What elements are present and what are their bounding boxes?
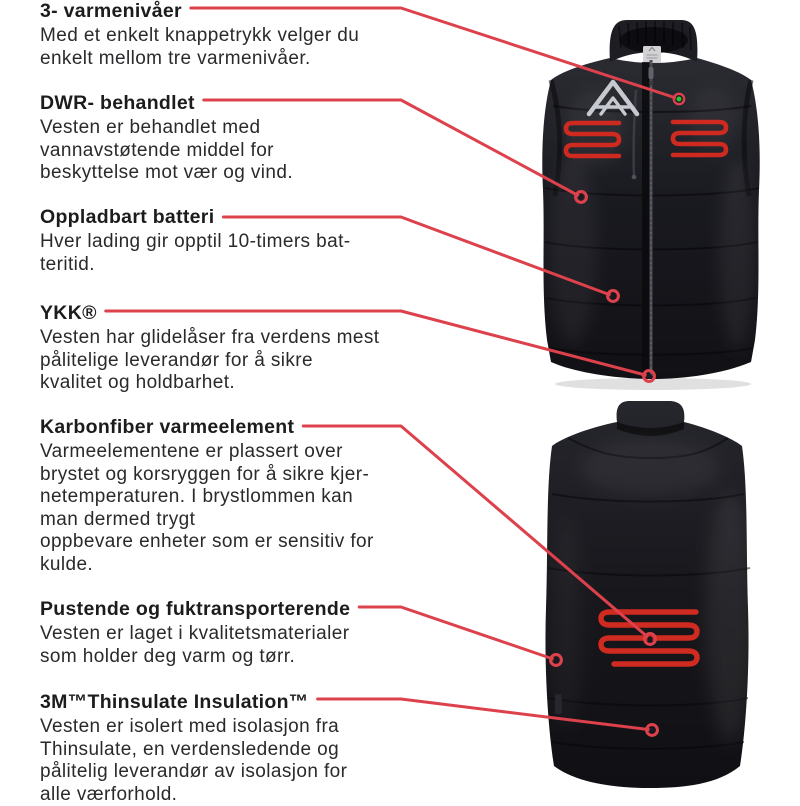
feature-text-line: teritid. — [40, 254, 470, 277]
feature-block-battery — [40, 206, 470, 276]
feature-title: Oppladbart batteri — [40, 206, 214, 229]
feature-title: 3- varmenivåer — [40, 0, 182, 23]
front-ground-shadow — [555, 378, 751, 390]
feature-text-line: Varmeelementene er plassert over — [40, 441, 470, 464]
feature-text-line: Hver lading gir opptil 10-timers bat- — [40, 231, 470, 254]
feature-text-line: alle værforhold. — [40, 784, 470, 806]
feature-body — [40, 231, 470, 276]
feature-title: DWR- behandlet — [40, 92, 195, 115]
feature-body — [40, 441, 470, 576]
feature-body — [40, 623, 470, 668]
feature-text-line: enkelt mellom tre varmenivåer. — [40, 48, 470, 71]
feature-text-line: Vesten er behandlet med — [40, 117, 470, 140]
feature-block-dwr — [40, 92, 470, 185]
front-zipper — [646, 60, 654, 376]
feature-text-line: Vesten er laget i kvalitetsmaterialer — [40, 623, 470, 646]
feature-text-line: pålitelig leverandør av isolasjon for — [40, 761, 470, 784]
zipper-pull — [649, 67, 654, 79]
feature-text-line: kvalitet og holdbarhet. — [40, 372, 470, 395]
feature-text-line: netemperaturen. I brystlommen kan — [40, 486, 470, 509]
feature-text-line: Vesten har glidelåser fra verdens mest — [40, 327, 470, 350]
feature-block-thinsulate — [40, 691, 470, 806]
feature-body — [40, 25, 470, 70]
feature-text-line: brystet og korsryggen for å sikre kjer- — [40, 464, 470, 487]
feature-block-carbon-heating — [40, 416, 470, 576]
feature-text-line: beskyttelse mot vær og vind. — [40, 162, 470, 185]
feature-body — [40, 117, 470, 185]
back-side-tag — [555, 694, 562, 714]
chest-pocket-pull — [632, 175, 637, 180]
feature-text-line: som holder deg varm og tørr. — [40, 646, 470, 669]
feature-block-heat-levels — [40, 0, 470, 70]
feature-text-line: kulde. — [40, 554, 470, 577]
vest-front-image — [533, 10, 773, 390]
feature-block-breathable — [40, 598, 470, 668]
vest-back-image — [538, 398, 766, 794]
feature-title: YKK® — [40, 302, 97, 325]
feature-text-line: oppbevare enheter som er sensitiv for — [40, 531, 470, 554]
feature-text-line: vannavstøtende middel for — [40, 140, 470, 163]
feature-body — [40, 327, 470, 395]
feature-text-line: Med et enkelt knappetrykk velger du — [40, 25, 470, 48]
feature-block-ykk — [40, 302, 470, 395]
feature-body — [40, 716, 470, 806]
feature-text-line: Thinsulate, en verdensledende og — [40, 739, 470, 762]
feature-text-line: man dermed trygt — [40, 509, 470, 532]
feature-title: Pustende og fuktransporterende — [40, 598, 350, 621]
feature-title: Karbonfiber varmeelement — [40, 416, 294, 439]
feature-title: 3M™Thinsulate Insulation™ — [40, 691, 309, 714]
feature-text-line: Vesten er isolert med isolasjon fra — [40, 716, 470, 739]
feature-text-line: pålitelige leverandør for å sikre — [40, 350, 470, 373]
